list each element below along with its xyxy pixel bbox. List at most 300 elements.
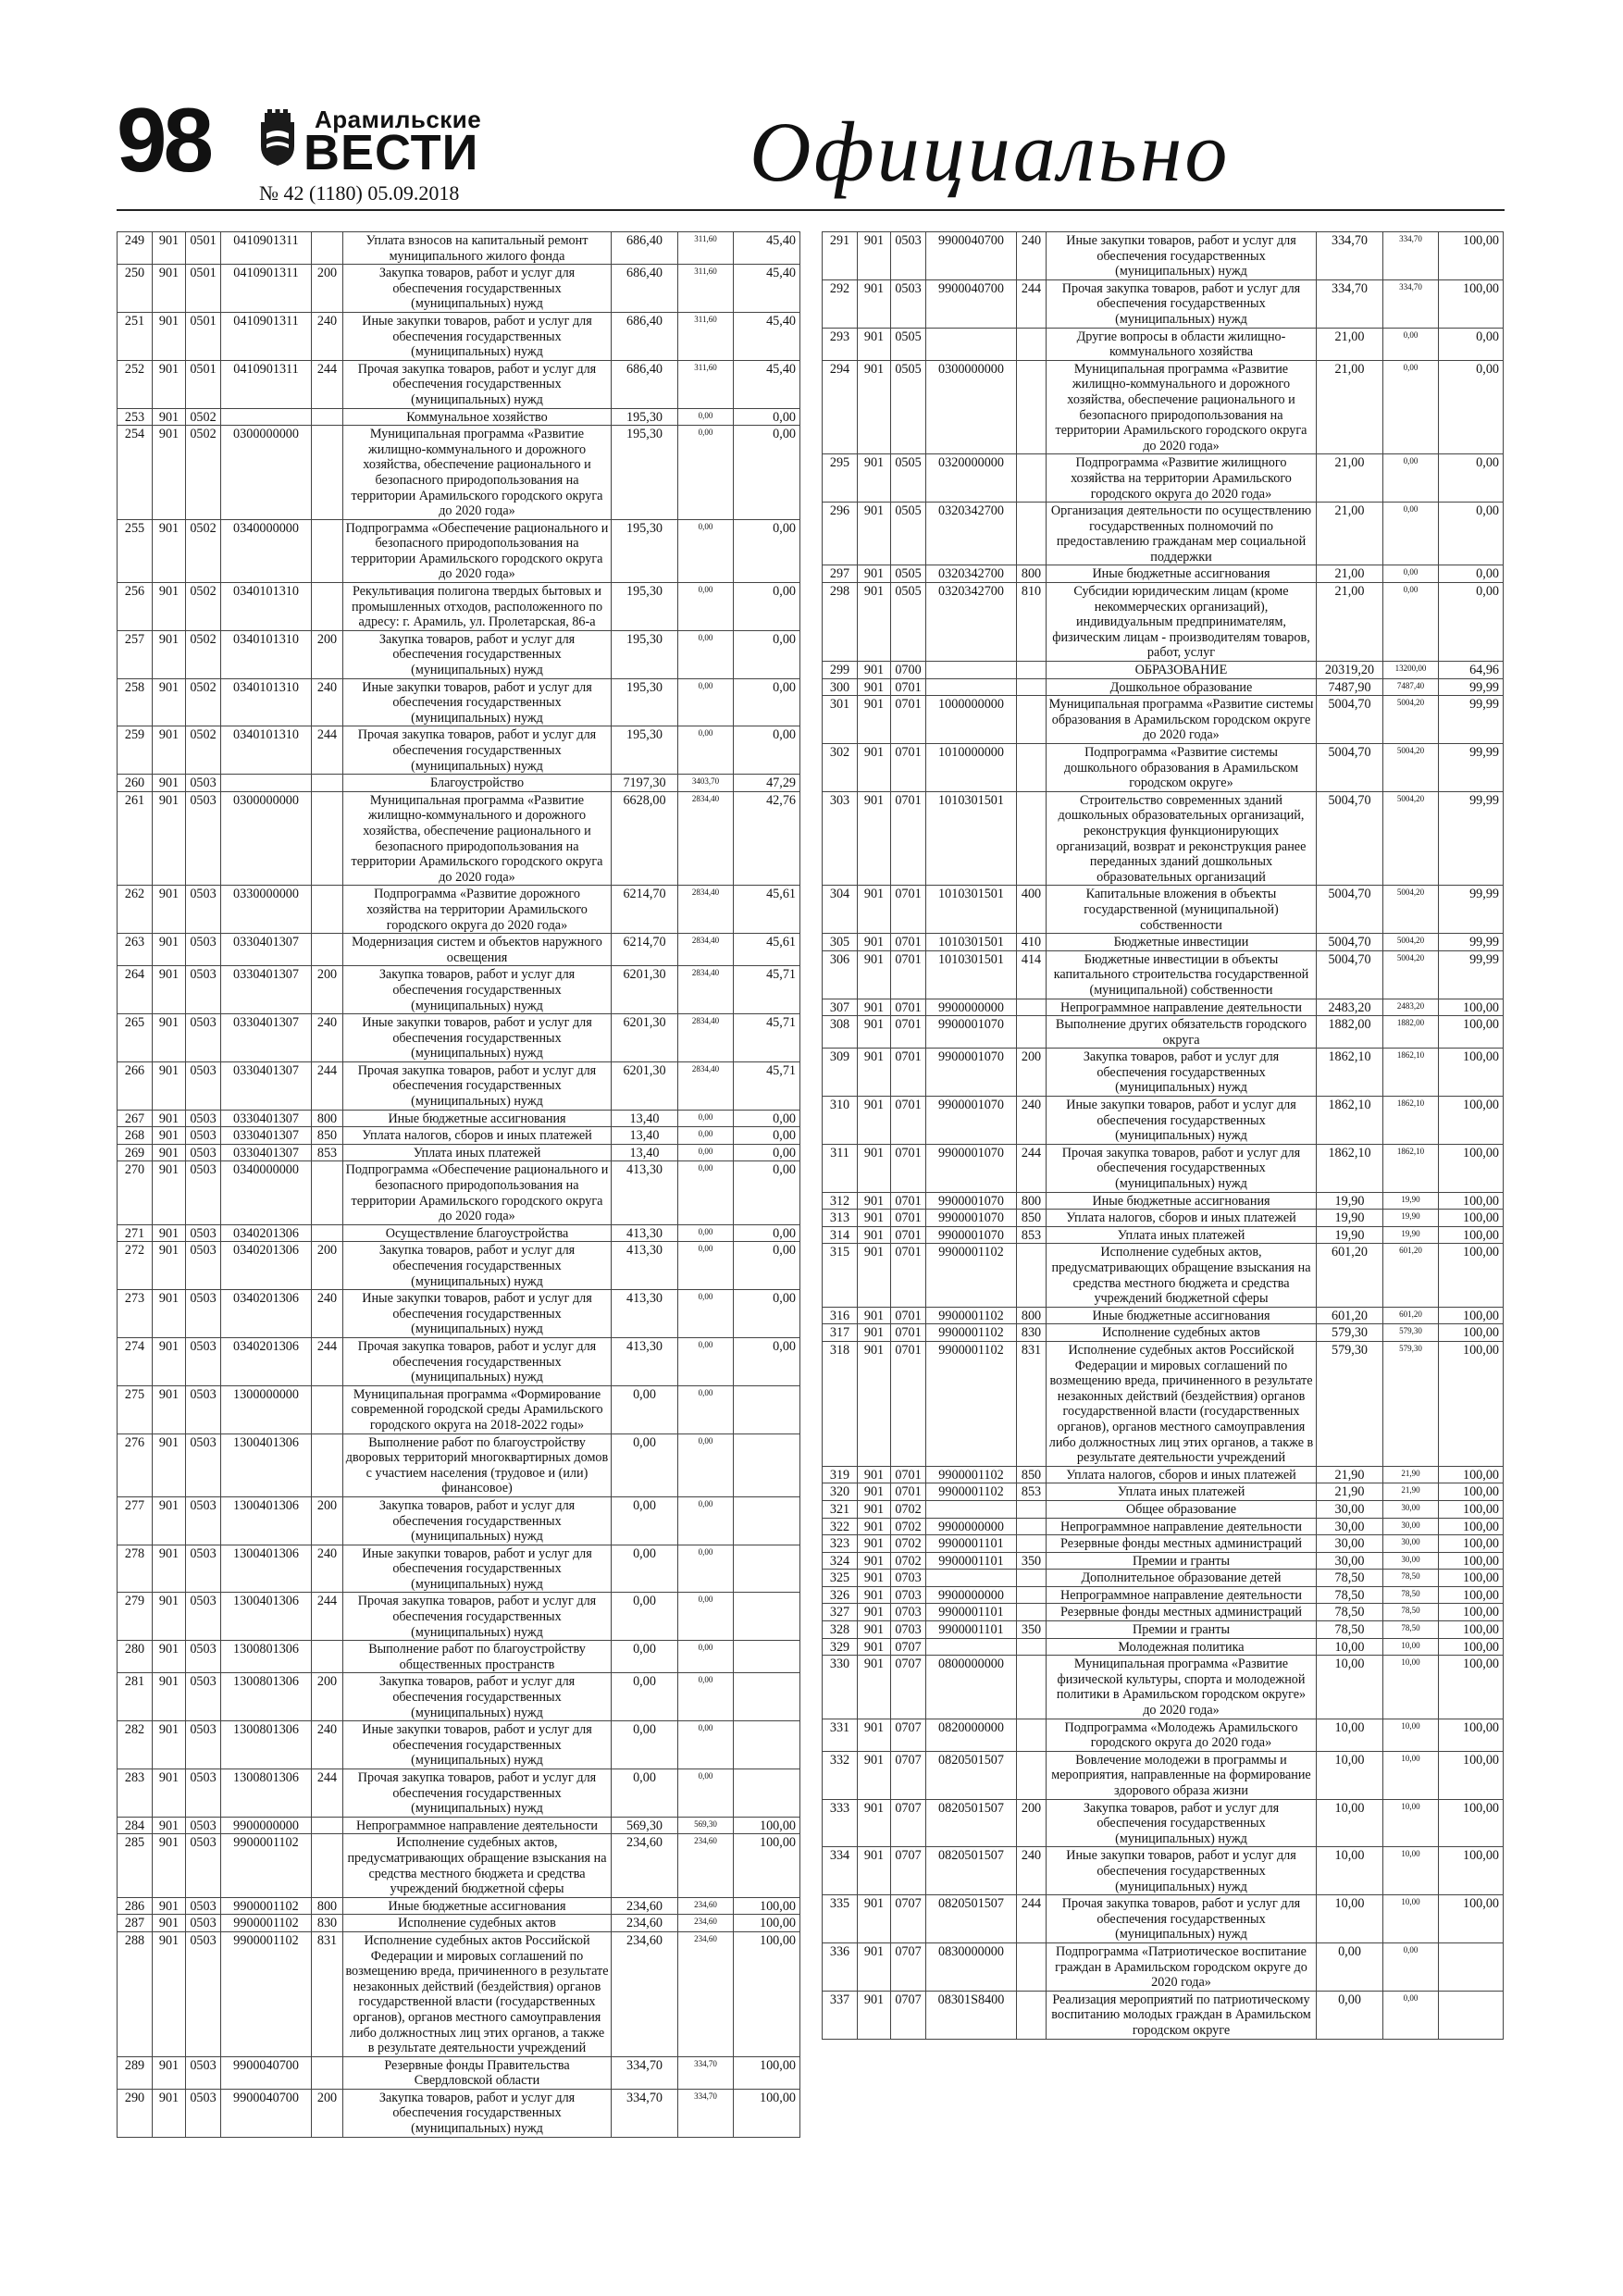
item-description: Реализация мероприятий по патриотическому воспитанию молодых граждан в Арамильском городском округе bbox=[1047, 1991, 1317, 2039]
expense-type-code: 800 bbox=[312, 1110, 343, 1127]
table-row bbox=[823, 1518, 1504, 1535]
executed-amount: 334,70 bbox=[1383, 279, 1439, 328]
row-number: 320 bbox=[823, 1483, 858, 1501]
section-code: 0701 bbox=[891, 1016, 926, 1049]
item-description: Выполнение работ по благоустройству общественных пространств bbox=[343, 1641, 612, 1673]
ministry-code: 901 bbox=[858, 1341, 891, 1466]
planned-amount: 7487,90 bbox=[1317, 678, 1383, 696]
ministry-code: 901 bbox=[153, 934, 186, 966]
section-code: 0502 bbox=[186, 630, 221, 678]
execution-percent: 0,00 bbox=[1439, 328, 1504, 360]
executed-amount: 0,00 bbox=[678, 1721, 734, 1769]
executed-amount: 2483,20 bbox=[1383, 999, 1439, 1016]
table-row bbox=[118, 583, 800, 631]
executed-amount: 234,60 bbox=[678, 1915, 734, 1932]
execution-percent: 0,00 bbox=[734, 630, 800, 678]
item-description: Прочая закупка товаров, работ и услуг для обеспечения государственных (муниципальных) нужд bbox=[1047, 1895, 1317, 1943]
table-row bbox=[823, 1719, 1504, 1751]
section-code: 0503 bbox=[186, 1110, 221, 1127]
item-description: Резервные фонды Правительства Свердловской области bbox=[343, 2056, 612, 2089]
target-article-code: 0820501507 bbox=[926, 1799, 1017, 1847]
section-code: 0701 bbox=[891, 1483, 926, 1501]
section-code: 0503 bbox=[186, 1897, 221, 1915]
execution-percent: 99,99 bbox=[1439, 678, 1504, 696]
section-code: 0503 bbox=[186, 1769, 221, 1818]
item-description: Прочая закупка товаров, работ и услуг для обеспечения государственных (муниципальных) нужд bbox=[343, 360, 612, 408]
expense-type-code: 830 bbox=[312, 1915, 343, 1932]
execution-percent: 0,00 bbox=[734, 678, 800, 726]
item-description: Иные закупки товаров, работ и услуг для обеспечения государственных (муниципальных) нужд bbox=[1047, 232, 1317, 280]
ministry-code: 901 bbox=[153, 1242, 186, 1290]
ministry-code: 901 bbox=[153, 966, 186, 1014]
table-row bbox=[118, 1161, 800, 1224]
target-article-code: 0830000000 bbox=[926, 1942, 1017, 1991]
ministry-code: 901 bbox=[153, 1545, 186, 1593]
table-row bbox=[823, 583, 1504, 662]
planned-amount: 686,40 bbox=[612, 312, 678, 360]
execution-percent: 100,00 bbox=[1439, 1244, 1504, 1307]
section-code: 0503 bbox=[186, 1224, 221, 1242]
planned-amount: 195,30 bbox=[612, 630, 678, 678]
target-article-code: 9900000000 bbox=[926, 999, 1017, 1016]
ministry-code: 901 bbox=[153, 1897, 186, 1915]
planned-amount: 6214,70 bbox=[612, 934, 678, 966]
expense-type-code bbox=[312, 426, 343, 520]
expense-type-code bbox=[312, 583, 343, 631]
execution-percent: 45,71 bbox=[734, 1061, 800, 1110]
execution-percent: 0,00 bbox=[734, 1224, 800, 1242]
target-article-code: 0820501507 bbox=[926, 1751, 1017, 1799]
ministry-code: 901 bbox=[858, 360, 891, 454]
section-code: 0703 bbox=[891, 1621, 926, 1639]
item-description: Уплата налогов, сборов и иных платежей bbox=[1047, 1466, 1317, 1483]
executed-amount: 21,90 bbox=[1383, 1466, 1439, 1483]
row-number: 258 bbox=[118, 678, 153, 726]
execution-percent bbox=[734, 1769, 800, 1818]
planned-amount: 30,00 bbox=[1317, 1500, 1383, 1518]
item-description: Иные бюджетные ассигнования bbox=[1047, 565, 1317, 583]
expense-type-code: 850 bbox=[1017, 1466, 1047, 1483]
planned-amount: 10,00 bbox=[1317, 1799, 1383, 1847]
newspaper-masthead bbox=[257, 104, 489, 180]
execution-percent: 100,00 bbox=[1439, 1847, 1504, 1895]
item-description: Иные бюджетные ассигнования bbox=[1047, 1192, 1317, 1210]
ministry-code: 901 bbox=[858, 1500, 891, 1518]
executed-amount: 311,60 bbox=[678, 232, 734, 265]
row-number: 273 bbox=[118, 1290, 153, 1338]
execution-percent: 100,00 bbox=[1439, 1895, 1504, 1943]
item-description: Премии и гранты bbox=[1047, 1552, 1317, 1570]
item-description: Прочая закупка товаров, работ и услуг для обеспечения государственных (муниципальных) нужд bbox=[343, 1769, 612, 1818]
section-code: 0505 bbox=[891, 583, 926, 662]
expense-type-code: 410 bbox=[1017, 934, 1047, 951]
execution-percent: 100,00 bbox=[1439, 1656, 1504, 1719]
execution-percent: 100,00 bbox=[1439, 1483, 1504, 1501]
target-article-code: 1300801306 bbox=[221, 1641, 312, 1673]
table-row bbox=[118, 426, 800, 520]
table-row bbox=[118, 360, 800, 408]
planned-amount: 30,00 bbox=[1317, 1552, 1383, 1570]
item-description: Бюджетные инвестиции в объекты капитального строительства государственной (муниципальной) собственности bbox=[1047, 950, 1317, 999]
expense-type-code: 244 bbox=[312, 1061, 343, 1110]
target-article-code: 0330401307 bbox=[221, 1110, 312, 1127]
expense-type-code bbox=[312, 1817, 343, 1834]
row-number: 330 bbox=[823, 1656, 858, 1719]
execution-percent: 100,00 bbox=[1439, 1307, 1504, 1324]
table-row bbox=[823, 1535, 1504, 1553]
target-article-code: 9900000000 bbox=[926, 1518, 1017, 1535]
target-article-code: 0410901311 bbox=[221, 265, 312, 313]
ministry-code: 901 bbox=[153, 583, 186, 631]
table-row bbox=[823, 1604, 1504, 1621]
section-code: 0503 bbox=[186, 1290, 221, 1338]
table-row bbox=[118, 1545, 800, 1593]
row-number: 254 bbox=[118, 426, 153, 520]
item-description: Закупка товаров, работ и услуг для обеспечения государственных (муниципальных) нужд bbox=[343, 2089, 612, 2137]
expense-type-code: 810 bbox=[1017, 583, 1047, 662]
ministry-code: 901 bbox=[858, 1552, 891, 1570]
row-number: 306 bbox=[823, 950, 858, 999]
table-row bbox=[118, 886, 800, 934]
table-row bbox=[823, 279, 1504, 328]
section-code: 0503 bbox=[186, 1127, 221, 1145]
execution-percent: 45,40 bbox=[734, 360, 800, 408]
target-article-code: 1010301501 bbox=[926, 886, 1017, 934]
expense-type-code: 200 bbox=[1017, 1799, 1047, 1847]
target-article-code bbox=[926, 1500, 1017, 1518]
section-code: 0503 bbox=[186, 1817, 221, 1834]
executed-amount: 311,60 bbox=[678, 312, 734, 360]
target-article-code: 9900001102 bbox=[926, 1466, 1017, 1483]
target-article-code: 0320342700 bbox=[926, 565, 1017, 583]
item-description: Подпрограмма «Обеспечение рационального и безопасного природопользования на территории Арамильского городского округа до 2020 года» bbox=[343, 1161, 612, 1224]
section-code: 0503 bbox=[186, 1641, 221, 1673]
row-number: 282 bbox=[118, 1721, 153, 1769]
table-row bbox=[118, 2089, 800, 2137]
item-description: Иные закупки товаров, работ и услуг для обеспечения государственных (муниципальных) нужд bbox=[343, 1290, 612, 1338]
target-article-code: 0330401307 bbox=[221, 1144, 312, 1161]
table-row bbox=[823, 1049, 1504, 1097]
expense-type-code bbox=[1017, 662, 1047, 679]
planned-amount: 334,70 bbox=[612, 2056, 678, 2089]
executed-amount: 0,00 bbox=[678, 1769, 734, 1818]
table-row bbox=[118, 1721, 800, 1769]
row-number: 326 bbox=[823, 1586, 858, 1604]
planned-amount: 579,30 bbox=[1317, 1341, 1383, 1466]
item-description: Общее образование bbox=[1047, 1500, 1317, 1518]
planned-amount: 195,30 bbox=[612, 726, 678, 775]
row-number: 260 bbox=[118, 775, 153, 792]
section-code: 0701 bbox=[891, 950, 926, 999]
section-code: 0501 bbox=[186, 232, 221, 265]
planned-amount: 21,00 bbox=[1317, 454, 1383, 503]
executed-amount: 5004,20 bbox=[1383, 696, 1439, 744]
item-description: Закупка товаров, работ и услуг для обеспечения государственных (муниципальных) нужд bbox=[1047, 1799, 1317, 1847]
executed-amount: 0,00 bbox=[678, 1290, 734, 1338]
row-number: 304 bbox=[823, 886, 858, 934]
section-code: 0501 bbox=[186, 312, 221, 360]
row-number: 337 bbox=[823, 1991, 858, 2039]
ministry-code: 901 bbox=[858, 1210, 891, 1227]
planned-amount: 21,00 bbox=[1317, 565, 1383, 583]
item-description: Закупка товаров, работ и услуг для обеспечения государственных (муниципальных) нужд bbox=[343, 966, 612, 1014]
executed-amount: 30,00 bbox=[1383, 1552, 1439, 1570]
ministry-code: 901 bbox=[153, 1061, 186, 1110]
ministry-code: 901 bbox=[858, 1895, 891, 1943]
table-row bbox=[118, 1897, 800, 1915]
section-code: 0702 bbox=[891, 1518, 926, 1535]
ministry-code: 901 bbox=[153, 1433, 186, 1496]
table-row bbox=[823, 1307, 1504, 1324]
planned-amount: 0,00 bbox=[612, 1496, 678, 1545]
expense-type-code bbox=[1017, 791, 1047, 886]
section-code: 0701 bbox=[891, 744, 926, 792]
table-row bbox=[823, 1210, 1504, 1227]
section-code: 0503 bbox=[186, 1242, 221, 1290]
executed-amount: 334,70 bbox=[1383, 232, 1439, 280]
executed-amount: 5004,20 bbox=[1383, 934, 1439, 951]
executed-amount: 0,00 bbox=[1383, 583, 1439, 662]
executed-amount: 0,00 bbox=[678, 1385, 734, 1433]
execution-percent: 99,99 bbox=[1439, 791, 1504, 886]
ministry-code: 901 bbox=[153, 426, 186, 520]
table-row bbox=[823, 1144, 1504, 1192]
section-code: 0701 bbox=[891, 934, 926, 951]
section-code: 0503 bbox=[186, 2089, 221, 2137]
execution-percent: 42,76 bbox=[734, 791, 800, 886]
planned-amount: 686,40 bbox=[612, 265, 678, 313]
table-row bbox=[118, 1110, 800, 1127]
execution-percent bbox=[1439, 1942, 1504, 1991]
table-row bbox=[118, 1385, 800, 1433]
row-number: 311 bbox=[823, 1144, 858, 1192]
target-article-code: 9900001070 bbox=[926, 1210, 1017, 1227]
row-number: 283 bbox=[118, 1769, 153, 1818]
item-description: Коммунальное хозяйство bbox=[343, 408, 612, 426]
row-number: 305 bbox=[823, 934, 858, 951]
target-article-code: 0820000000 bbox=[926, 1719, 1017, 1751]
section-code: 0701 bbox=[891, 886, 926, 934]
target-article-code: 0340000000 bbox=[221, 519, 312, 582]
expense-type-code: 800 bbox=[1017, 565, 1047, 583]
target-article-code: 0330401307 bbox=[221, 1127, 312, 1145]
section-code: 0701 bbox=[891, 1144, 926, 1192]
planned-amount: 13,40 bbox=[612, 1110, 678, 1127]
ministry-code: 901 bbox=[153, 678, 186, 726]
table-row bbox=[823, 360, 1504, 454]
target-article-code bbox=[926, 662, 1017, 679]
target-article-code bbox=[926, 328, 1017, 360]
item-description: Иные закупки товаров, работ и услуг для обеспечения государственных (муниципальных) нужд bbox=[343, 678, 612, 726]
section-code: 0701 bbox=[891, 1244, 926, 1307]
planned-amount: 13,40 bbox=[612, 1144, 678, 1161]
table-row bbox=[823, 1638, 1504, 1656]
target-article-code: 1300401306 bbox=[221, 1496, 312, 1545]
target-article-code: 9900001070 bbox=[926, 1226, 1017, 1244]
item-description: Иные бюджетные ассигнования bbox=[1047, 1307, 1317, 1324]
executed-amount: 1862,10 bbox=[1383, 1144, 1439, 1192]
executed-amount: 579,30 bbox=[1383, 1324, 1439, 1342]
item-description: Закупка товаров, работ и услуг для обеспечения государственных (муниципальных) нужд bbox=[343, 265, 612, 313]
planned-amount: 6201,30 bbox=[612, 966, 678, 1014]
target-article-code: 0330401307 bbox=[221, 1014, 312, 1062]
expense-type-code: 244 bbox=[312, 360, 343, 408]
ministry-code: 901 bbox=[858, 1466, 891, 1483]
target-article-code: 1300401306 bbox=[221, 1593, 312, 1641]
executed-amount: 10,00 bbox=[1383, 1638, 1439, 1656]
table-row bbox=[823, 454, 1504, 503]
table-row bbox=[118, 232, 800, 265]
row-number: 309 bbox=[823, 1049, 858, 1097]
ministry-code: 901 bbox=[153, 1224, 186, 1242]
target-article-code: 0800000000 bbox=[926, 1656, 1017, 1719]
expense-type-code bbox=[312, 232, 343, 265]
executed-amount: 0,00 bbox=[1383, 360, 1439, 454]
target-article-code: 0340201306 bbox=[221, 1242, 312, 1290]
execution-percent: 0,00 bbox=[1439, 565, 1504, 583]
ministry-code: 901 bbox=[858, 565, 891, 583]
item-description: Резервные фонды местных администраций bbox=[1047, 1604, 1317, 1621]
planned-amount: 195,30 bbox=[612, 583, 678, 631]
execution-percent: 100,00 bbox=[1439, 1604, 1504, 1621]
section-code: 0503 bbox=[186, 1931, 221, 2056]
planned-amount: 334,70 bbox=[1317, 279, 1383, 328]
planned-amount: 686,40 bbox=[612, 232, 678, 265]
target-article-code: 1300801306 bbox=[221, 1721, 312, 1769]
header-divider bbox=[117, 209, 1505, 211]
expense-type-code: 240 bbox=[312, 1545, 343, 1593]
row-number: 324 bbox=[823, 1552, 858, 1570]
section-code: 0701 bbox=[891, 1210, 926, 1227]
expense-type-code: 240 bbox=[312, 1721, 343, 1769]
item-description: ОБРАЗОВАНИЕ bbox=[1047, 662, 1317, 679]
ministry-code: 901 bbox=[153, 630, 186, 678]
section-code: 0701 bbox=[891, 791, 926, 886]
target-article-code: 9900001102 bbox=[926, 1244, 1017, 1307]
execution-percent: 45,71 bbox=[734, 966, 800, 1014]
row-number: 317 bbox=[823, 1324, 858, 1342]
item-description: Благоустройство bbox=[343, 775, 612, 792]
ministry-code: 901 bbox=[153, 791, 186, 886]
item-description: Иные закупки товаров, работ и услуг для обеспечения государственных (муниципальных) нужд bbox=[343, 1721, 612, 1769]
planned-amount: 195,30 bbox=[612, 519, 678, 582]
executed-amount: 0,00 bbox=[1383, 503, 1439, 565]
row-number: 333 bbox=[823, 1799, 858, 1847]
table-row bbox=[823, 1097, 1504, 1145]
expense-type-code bbox=[1017, 678, 1047, 696]
row-number: 255 bbox=[118, 519, 153, 582]
item-description: Непрограммное направление деятельности bbox=[343, 1817, 612, 1834]
section-code: 0701 bbox=[891, 1324, 926, 1342]
item-description: Прочая закупка товаров, работ и услуг для обеспечения государственных (муниципальных) нужд bbox=[1047, 1144, 1317, 1192]
section-code: 0503 bbox=[186, 1496, 221, 1545]
row-number: 288 bbox=[118, 1931, 153, 2056]
section-code: 0502 bbox=[186, 408, 221, 426]
execution-percent: 100,00 bbox=[1439, 1751, 1504, 1799]
target-article-code bbox=[926, 1638, 1017, 1656]
table-row bbox=[823, 1895, 1504, 1943]
ministry-code: 901 bbox=[858, 1942, 891, 1991]
executed-amount: 0,00 bbox=[678, 1673, 734, 1721]
table-row bbox=[823, 328, 1504, 360]
row-number: 270 bbox=[118, 1161, 153, 1224]
table-row bbox=[823, 1244, 1504, 1307]
executed-amount: 19,90 bbox=[1383, 1210, 1439, 1227]
row-number: 332 bbox=[823, 1751, 858, 1799]
expense-type-code: 244 bbox=[312, 726, 343, 775]
section-code: 0707 bbox=[891, 1847, 926, 1895]
expense-type-code bbox=[1017, 999, 1047, 1016]
section-code: 0502 bbox=[186, 519, 221, 582]
target-article-code: 0340000000 bbox=[221, 1161, 312, 1224]
planned-amount: 234,60 bbox=[612, 1915, 678, 1932]
ministry-code: 901 bbox=[858, 1570, 891, 1587]
expense-type-code: 200 bbox=[312, 1496, 343, 1545]
execution-percent: 100,00 bbox=[1439, 1097, 1504, 1145]
execution-percent: 100,00 bbox=[1439, 1016, 1504, 1049]
target-article-code: 0340201306 bbox=[221, 1224, 312, 1242]
row-number: 303 bbox=[823, 791, 858, 886]
section-code: 0701 bbox=[891, 1049, 926, 1097]
planned-amount: 6214,70 bbox=[612, 886, 678, 934]
row-number: 280 bbox=[118, 1641, 153, 1673]
target-article-code: 0330401307 bbox=[221, 966, 312, 1014]
section-code: 0503 bbox=[186, 1337, 221, 1385]
table-row bbox=[823, 1991, 1504, 2039]
table-row bbox=[823, 1799, 1504, 1847]
target-article-code: 9900001101 bbox=[926, 1552, 1017, 1570]
execution-percent: 99,99 bbox=[1439, 934, 1504, 951]
item-description: Иные бюджетные ассигнования bbox=[343, 1897, 612, 1915]
target-article-code: 0820501507 bbox=[926, 1895, 1017, 1943]
table-row bbox=[118, 1224, 800, 1242]
expense-type-code: 240 bbox=[312, 312, 343, 360]
item-description: Закупка товаров, работ и услуг для обеспечения государственных (муниципальных) нужд bbox=[343, 1496, 612, 1545]
execution-percent bbox=[734, 1496, 800, 1545]
item-description: Подпрограмма «Патриотическое воспитание граждан в Арамильском городском округе до 2020 года» bbox=[1047, 1942, 1317, 1991]
executed-amount: 1862,10 bbox=[1383, 1097, 1439, 1145]
planned-amount: 10,00 bbox=[1317, 1638, 1383, 1656]
item-description: Исполнение судебных актов, предусматривающих обращение взыскания на средства местного бюджета и средства учреждений бюджетной сферы bbox=[343, 1834, 612, 1897]
table-row bbox=[823, 1324, 1504, 1342]
table-row bbox=[823, 1586, 1504, 1604]
section-code: 0703 bbox=[891, 1604, 926, 1621]
ministry-code: 901 bbox=[858, 1847, 891, 1895]
row-number: 297 bbox=[823, 565, 858, 583]
section-code: 0701 bbox=[891, 999, 926, 1016]
target-article-code: 9900040700 bbox=[926, 279, 1017, 328]
execution-percent: 100,00 bbox=[1439, 1535, 1504, 1553]
expense-type-code bbox=[1017, 1942, 1047, 1991]
row-number: 263 bbox=[118, 934, 153, 966]
table-row bbox=[118, 1769, 800, 1818]
executed-amount: 601,20 bbox=[1383, 1307, 1439, 1324]
row-number: 316 bbox=[823, 1307, 858, 1324]
execution-percent: 100,00 bbox=[734, 1897, 800, 1915]
table-row bbox=[118, 1641, 800, 1673]
ministry-code: 901 bbox=[153, 1337, 186, 1385]
ministry-code: 901 bbox=[858, 696, 891, 744]
target-article-code: 0340101310 bbox=[221, 726, 312, 775]
ministry-code: 901 bbox=[858, 1656, 891, 1719]
execution-percent: 99,99 bbox=[1439, 886, 1504, 934]
target-article-code: 9900001102 bbox=[221, 1915, 312, 1932]
execution-percent: 100,00 bbox=[1439, 1341, 1504, 1466]
planned-amount: 413,30 bbox=[612, 1242, 678, 1290]
target-article-code: 0320000000 bbox=[926, 454, 1017, 503]
section-code: 0707 bbox=[891, 1656, 926, 1719]
execution-percent: 100,00 bbox=[1439, 1049, 1504, 1097]
